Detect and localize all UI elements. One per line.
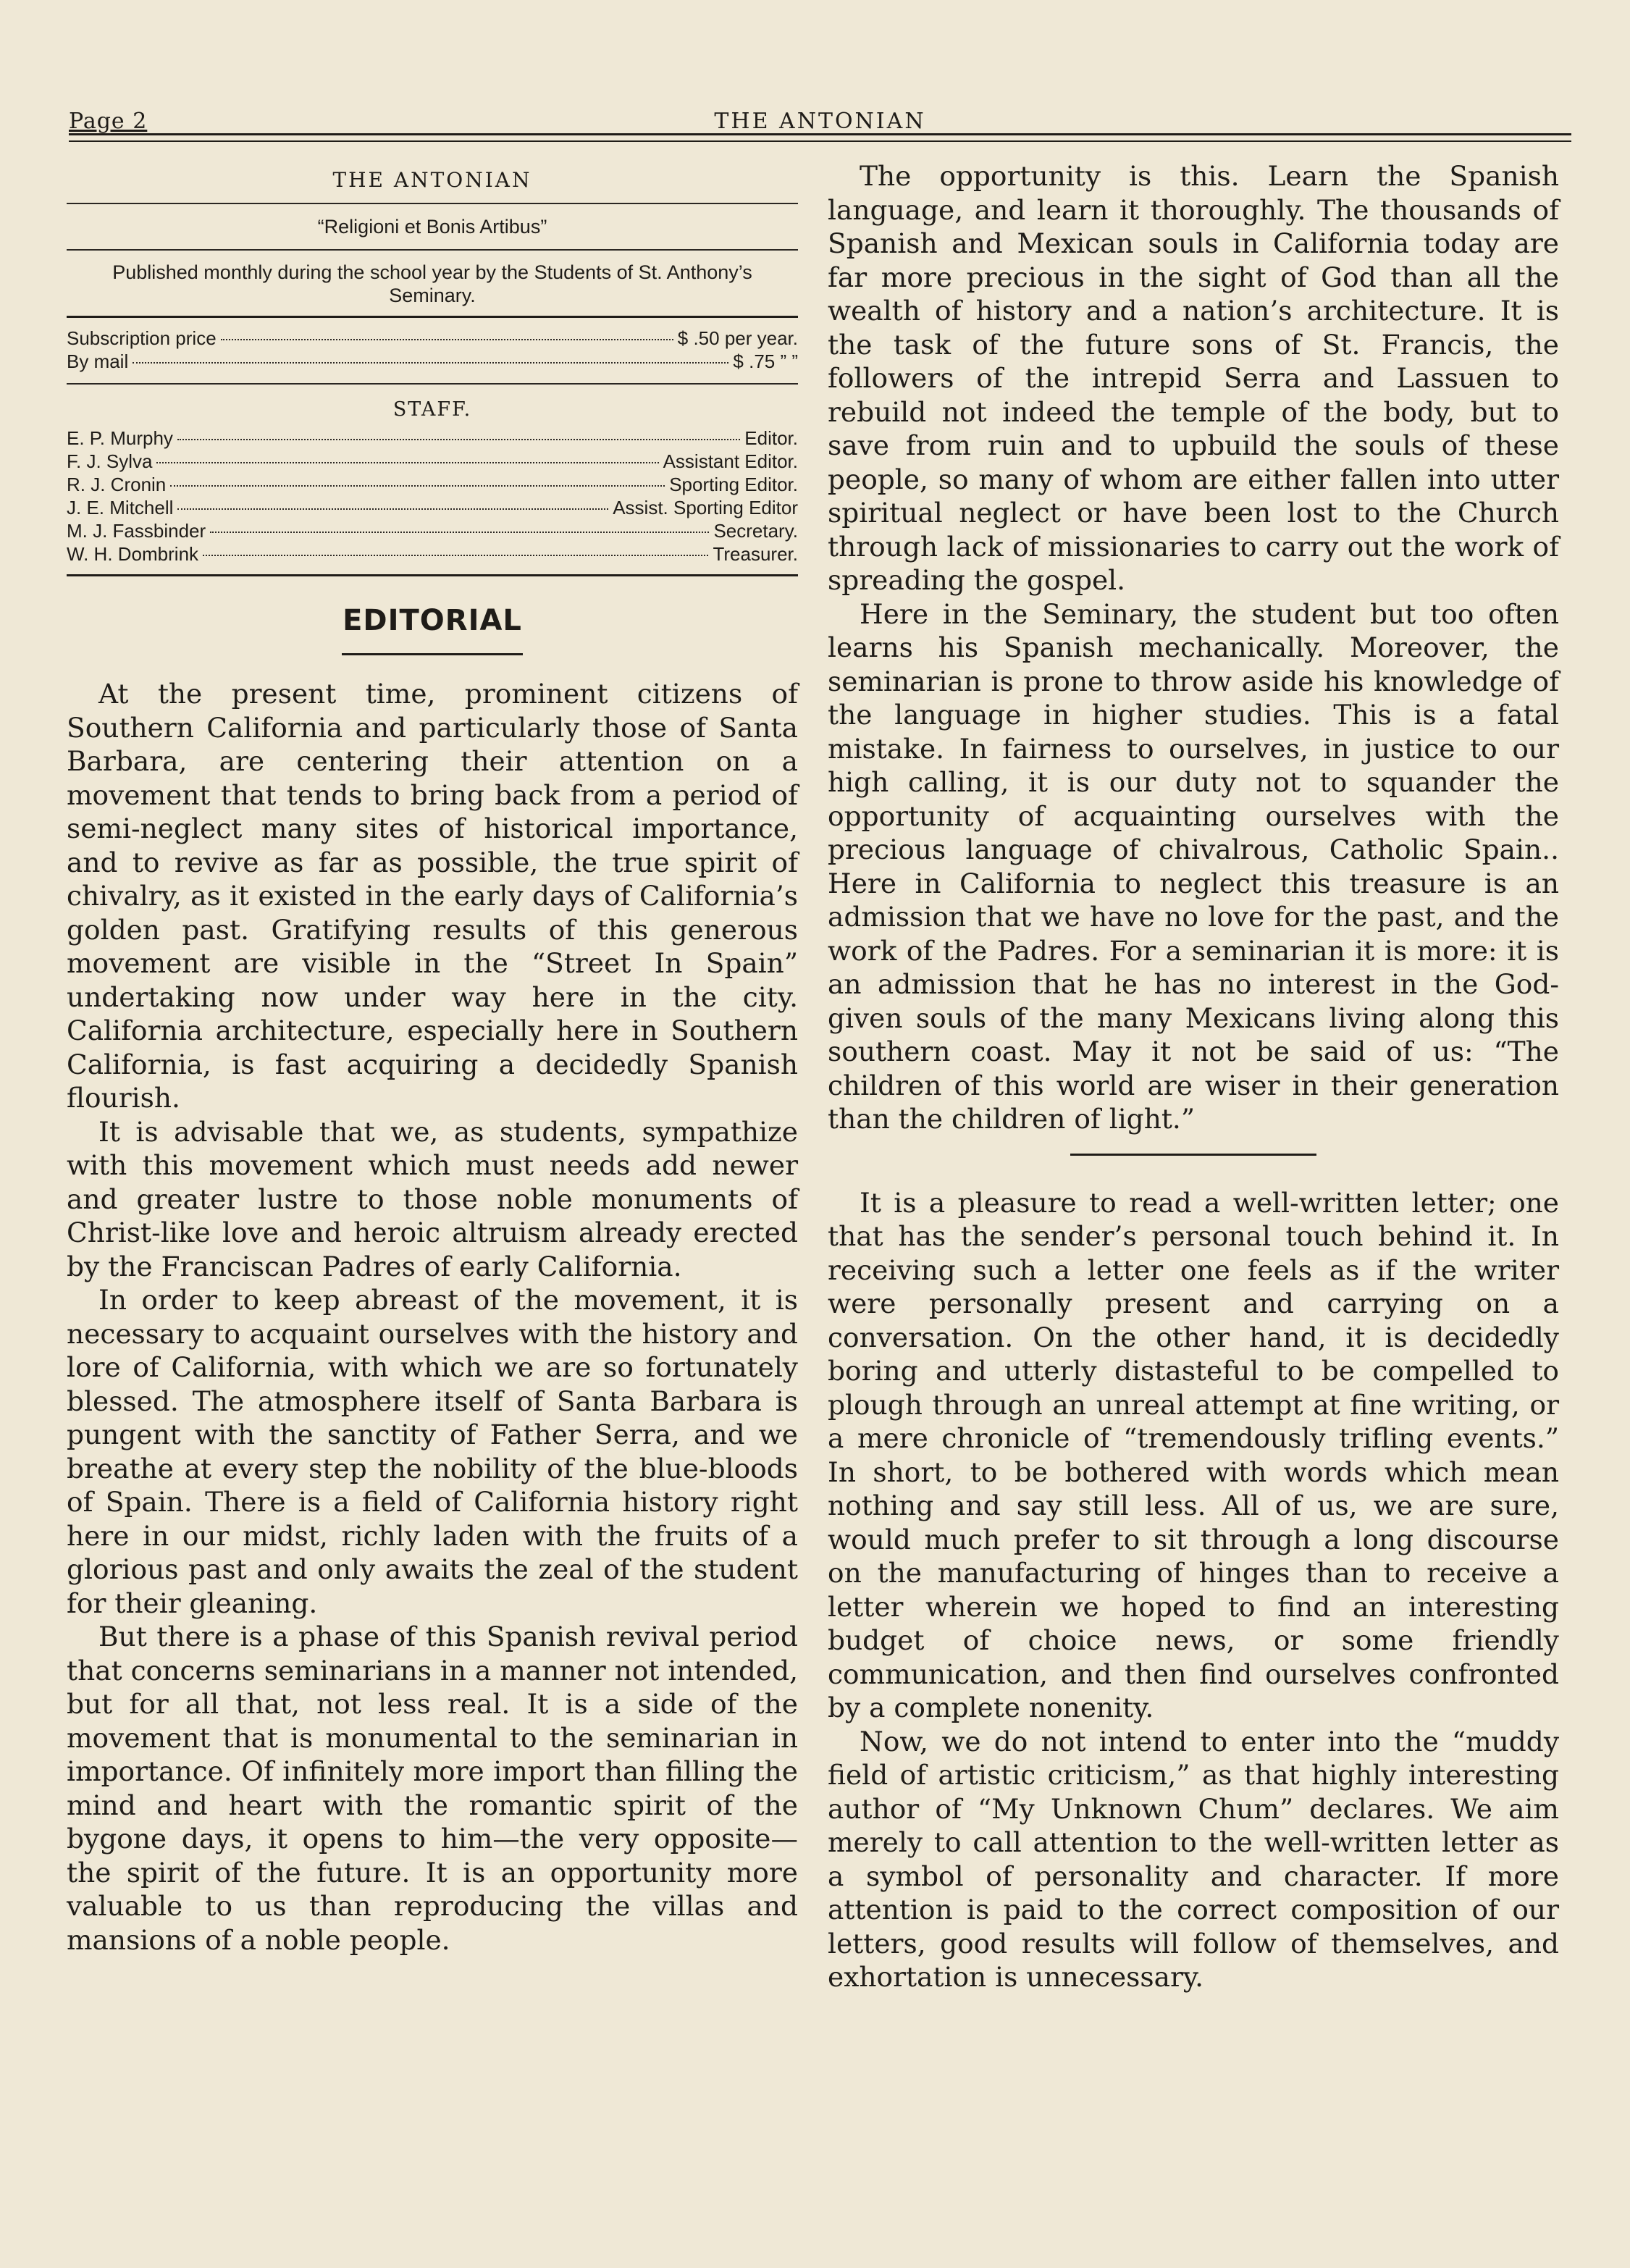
paragraph: The opportunity is this. Learn the Spanish language, and learn it thoroughly. The thousands of Spanish and Mexican souls in California today are far more precious in the sight of God than all the wealth of history and a nation’s architecture. It is the task of the future sons of St. Francis, the followers of the intrepid Serra and Lassuen to rebuild not indeed the temple of the body, but to save from ruin and to upbuild the souls of these people, so many of whom are either fallen into utter spiritual neglect or have been lost to the Church through lack of missionaries to carry out the work of spreading the gospel. [828, 160, 1559, 596]
leader-dots [177, 508, 608, 510]
staff-name: F. J. Sylva [67, 450, 153, 472]
masthead-motto: “Religioni et Bonis Artibus” [317, 216, 547, 238]
left-column [67, 159, 798, 1957]
leader-dots [221, 339, 673, 340]
paragraph: Now, we do not intend to enter into the “muddy field of artistic criticism,” as that highly interesting author of “My Unknown Chum” declares. We aim merely to call attention to the well-written letter as a symbol of personality and character. If more attention is paid to the correct composition of our letters, good results will follow of themselves, and exhortation is unnecessary. [828, 1725, 1559, 1993]
leader-dots [210, 532, 709, 533]
masthead-rule [67, 574, 798, 576]
editorial-body-right [828, 159, 1559, 1136]
section-separator [1070, 1154, 1316, 1156]
staff-role: Assist. Sporting Editor [613, 497, 798, 518]
leader-dots [156, 462, 658, 463]
paragraph: In order to keep abreast of the movement, it is necessary to acquaint ourselves with the history and lore of California, with which we are so fortunately blessed. The atmosphere itself of Santa Barbara is pungent with the sanctity of Father Serra, and we breathe at every step the nobility of the blue-bloods of Spain. There is a field of California history right here in our midst, richly laden with the fruits of a glorious past and only awaits the zeal of the student for their gleaning. [67, 1284, 798, 1619]
staff-role: Sporting Editor. [669, 474, 798, 495]
staff-role: Editor. [744, 427, 798, 449]
staff-row [67, 450, 798, 473]
subscription-row [67, 350, 798, 373]
subscription-value: $ .50 per year. [677, 327, 798, 349]
staff-role: Treasurer. [713, 543, 798, 565]
letter-article-body [828, 1186, 1559, 1994]
leader-dots [170, 485, 665, 487]
paragraph: But there is a phase of this Spanish revival period that concerns seminarians in a manner not intended, but for all that, not less real. It is a side of the movement that is monumental to the seminarian in importance. Of infinitely more import than filling the mind and heart with the romantic spirit of the bygone days, it opens to him—the very opposite—the spirit of the future. It is an opportunity more valuable to us than reproducing the villas and mansions of a noble people. [67, 1621, 798, 1956]
masthead-rule [67, 383, 798, 385]
staff-name: J. E. Mitchell [67, 497, 174, 518]
publication-note: Published monthly during the school year by the Students of St. Anthony’s Seminary. [112, 261, 752, 306]
editorial-body-left [67, 677, 798, 1957]
editorial-heading: EDITORIAL [343, 604, 522, 637]
right-column [828, 159, 1559, 1994]
leader-dots [177, 439, 740, 440]
paragraph: At the present time, prominent citizens of Southern California and particularly those of Santa Barbara, are centering their attention on a movement that tends to bring back from a period of semi-neglect many sites of historical importance, and to revive as far as possible, the true spirit of chivalry, as it existed in the early days of California’s golden past. Gratifying results of this generous movement are visible in the “Street In Spain” undertaking now under way here in the city. California architecture, especially here in Southern California, is fast acquiring a decidedly Spanish flourish. [67, 678, 798, 1114]
staff-role: Assistant Editor. [663, 450, 798, 472]
staff-name: R. J. Cronin [67, 474, 167, 495]
masthead-rule [67, 203, 798, 204]
page-number: Page 2 [69, 109, 148, 134]
staff-role: Secretary. [713, 520, 798, 542]
subscription-label: Subscription price [67, 327, 217, 349]
staff-row [67, 473, 798, 496]
subscription-row [67, 327, 798, 350]
staff-row [67, 496, 798, 519]
masthead-rule [67, 316, 798, 318]
leader-dots [203, 555, 708, 556]
header-double-rule [69, 133, 1571, 142]
masthead-box [67, 168, 798, 576]
staff-row [67, 542, 798, 566]
running-title: THE ANTONIAN [714, 109, 926, 134]
staff-row [67, 519, 798, 542]
staff-heading: STAFF. [392, 398, 472, 421]
subscription-label: By mail [67, 350, 129, 372]
paragraph: It is a pleasure to read a well-written letter; one that has the sender’s personal touch behind it. In receiving such a letter one feels as if the writer were personally present and carrying on a conversation. On the other hand, it is decidedly boring and utterly distasteful to be compelled to plough through an unreal attempt at fine writing, or a mere chronicle of “tremendously trifling events.” In short, to be bothered with words which mean nothing and say still less. All of us, we are sure, would much prefer to sit through a long discourse on the manufacturing of hinges than to receive a letter wherein we hoped to find an interesting budget of choice news, or some friendly communication, and then find ourselves confronted by a complete nonenity. [828, 1186, 1559, 1723]
masthead-title: THE ANTONIAN [332, 168, 532, 192]
editorial-rule [342, 653, 523, 655]
subscription-value: $ .75 ” ” [733, 350, 798, 372]
paragraph: Here in the Seminary, the student but too often learns his Spanish mechanically. Moreover, the seminarian is prone to throw aside his knowledge of the language in higher studies. This is a fatal mistake. In fairness to ourselves, in justice to our high calling, it is our duty not to squander the opportunity of acquainting ourselves with the precious language of chivalrous, Catholic Spain.. Here in California to neglect this treasure is an admission that we have no love for the past, and the work of the Padres. For a seminarian it is more: it is an admission that he has no interest in the God-given souls of the many Mexicans living along this southern coast. May it not be said of us: “The children of this world are wiser in their generation than the children of light.” [828, 597, 1559, 1135]
masthead-rule [67, 249, 798, 251]
staff-name: E. P. Murphy [67, 427, 173, 449]
paragraph: It is advisable that we, as students, sympathize with this movement which must needs add newer and greater lustre to those noble monuments of Christ-like love and heroic altruism already erected by the Franciscan Padres of early California. [67, 1115, 798, 1282]
staff-name: W. H. Dombrink [67, 543, 199, 565]
staff-name: M. J. Fassbinder [67, 520, 206, 542]
staff-row [67, 427, 798, 450]
leader-dots [133, 362, 728, 364]
